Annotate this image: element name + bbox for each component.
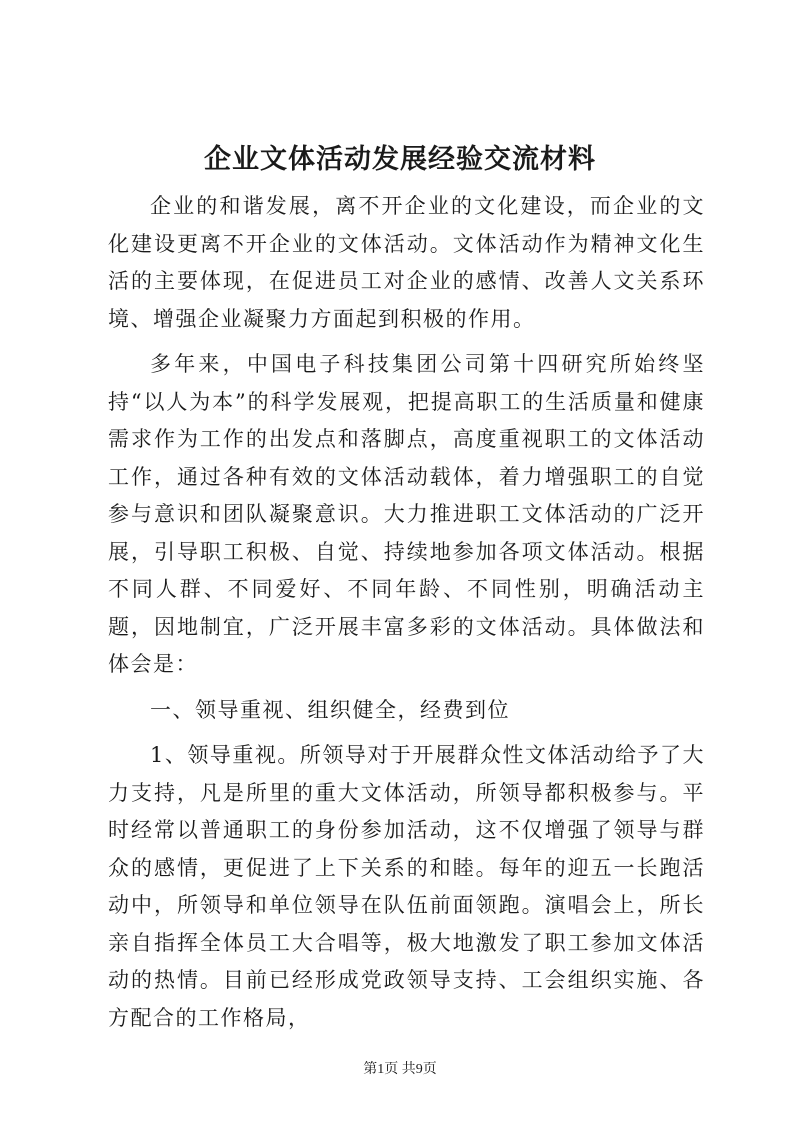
paragraph-leadership: 1、领导重视。所领导对于开展群众性文体活动给予了大力支持，凡是所里的重大文体活动，所领导都积极参与。平时经常以普通职工的身份参加活动，这不仅增强了领导与群众的感情，更促进了上下关系的和睦。每年的迎五一长跑活动中，所领导和单位领导在队伍前面领跑。演唱会上，所长亲自指挥全体员工大合唱等，极大地激发了职工参加文体活动的热情。目前已经形成党政领导支持、工会组织实施、各方配合的工作格局， <box>108 743 705 1030</box>
page-number-footer: 第1页 共9页 <box>363 1062 437 1077</box>
section-heading-1: 一、领导重视、组织健全，经费到位 <box>150 697 510 722</box>
document-body <box>108 188 705 1037</box>
paragraph-background: 多年来，中国电子科技集团公司第十四研究所始终坚持“以人为本”的科学发展观，把提高职工的生活质量和健康需求作为工作的出发点和落脚点，高度重视职工的文体活动工作，通过各种有效的文体活动载体，着力增强职工的自觉参与意识和团队凝聚意识。大力推进职工文体活动的广泛开展，引导职工积极、自觉、持续地参加各项文体活动。根据不同人群、不同爱好、不同年龄、不同性别，明确活动主题，因地制宜，广泛开展丰富多彩的文体活动。具体做法和体会是： <box>108 352 705 676</box>
paragraph-intro: 企业的和谐发展，离不开企业的文化建设，而企业的文化建设更离不开企业的文体活动。文体活动作为精神文化生活的主要体现，在促进员工对企业的感情、改善人文关系环境、增强企业凝聚力方面起到积极的作用。 <box>108 194 705 331</box>
document-title: 企业文体活动发展经验交流材料 <box>204 144 596 175</box>
